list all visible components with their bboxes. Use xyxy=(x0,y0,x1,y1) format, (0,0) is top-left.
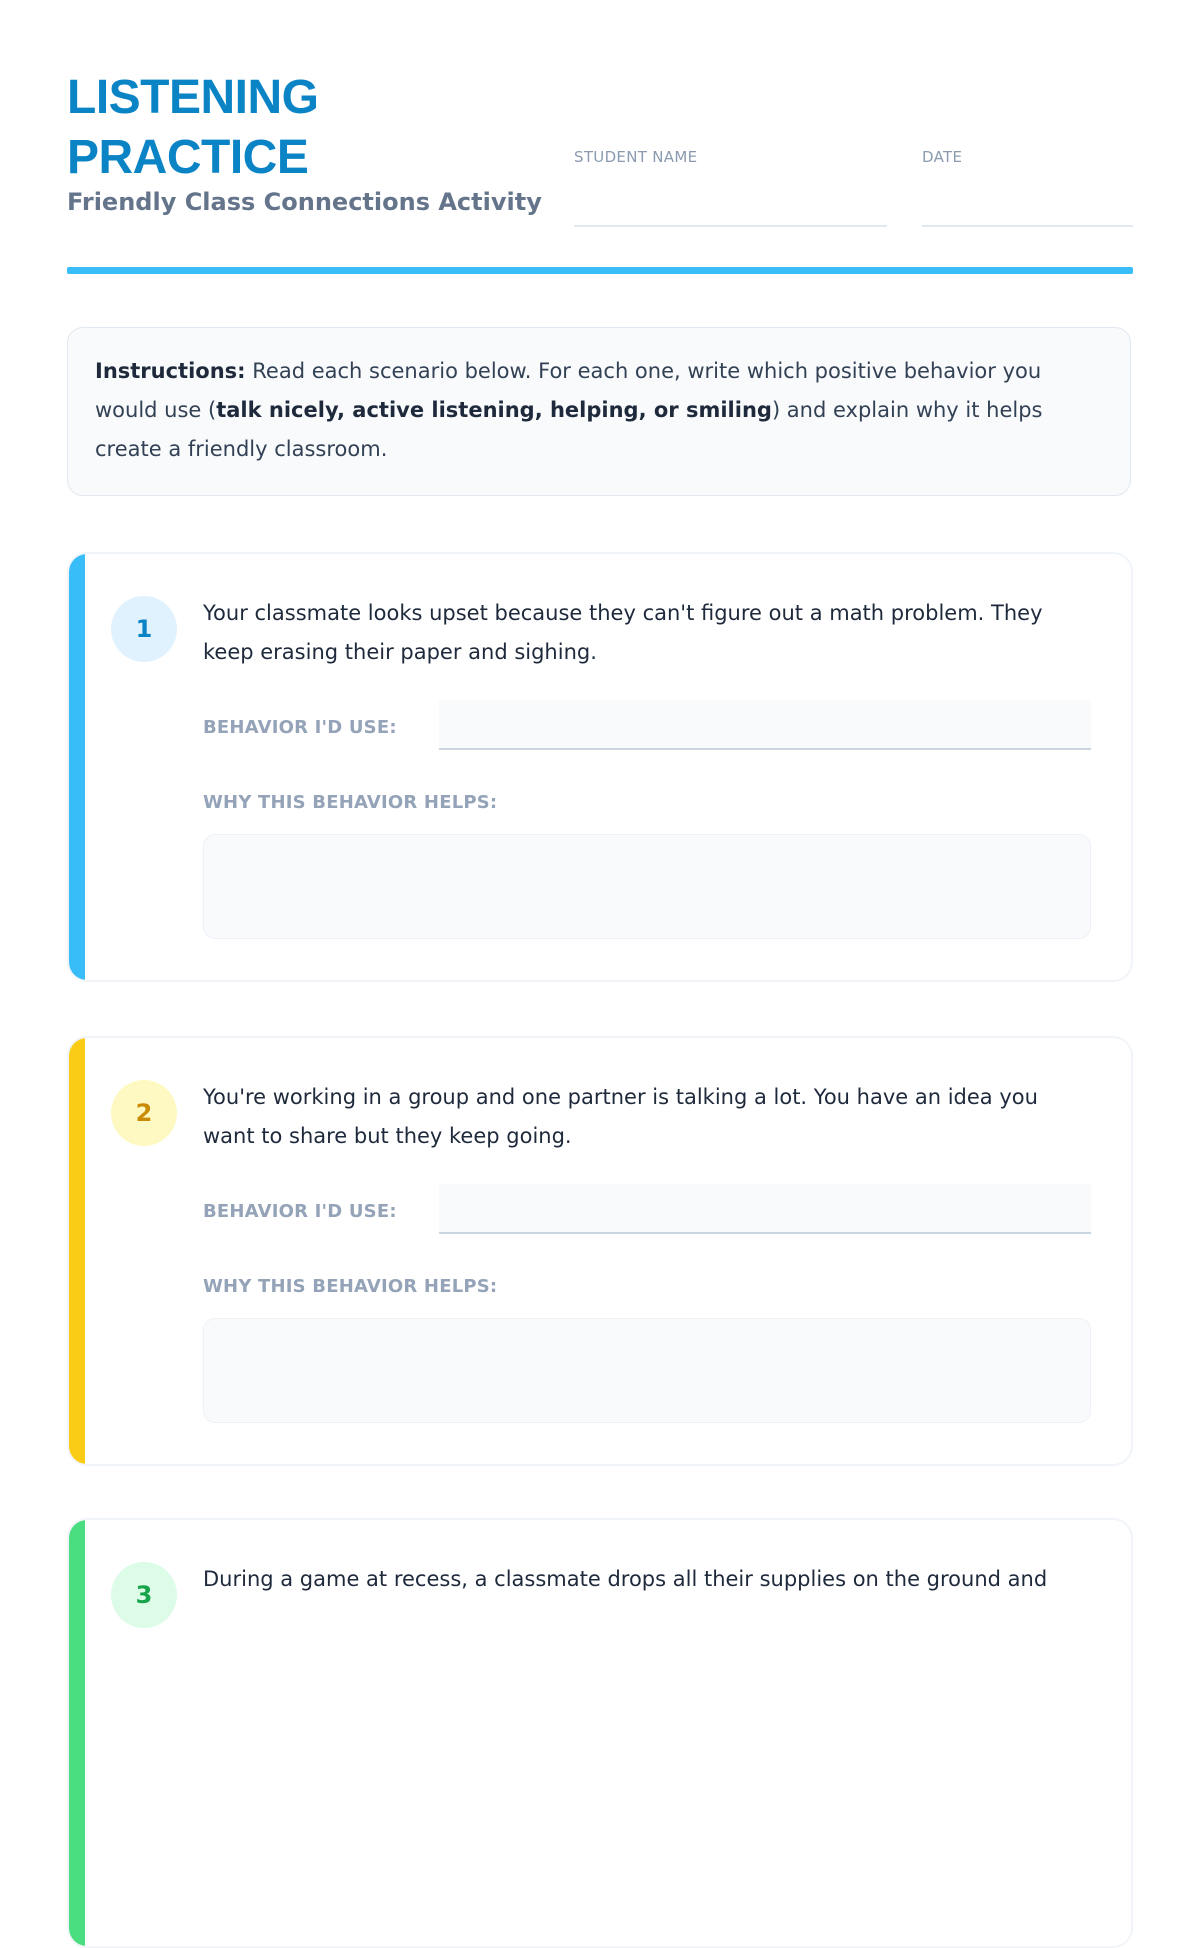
scenario-text: During a game at recess, a classmate drops all their supplies on the ground and xyxy=(203,1567,1048,1591)
header-divider xyxy=(67,267,1133,274)
title-line-2: PRACTICE xyxy=(67,131,309,184)
scenario-number-badge: 3 xyxy=(111,1562,177,1628)
scenario-accent-bar xyxy=(69,554,85,980)
behavior-input[interactable] xyxy=(439,700,1091,750)
page-subtitle: Friendly Class Connections Activity xyxy=(67,188,542,216)
worksheet-header xyxy=(67,68,1133,228)
instructions-box xyxy=(67,327,1131,496)
scenario-text: Your classmate looks upset because they can't figure out a math problem. They keep erasing their paper and sighing. xyxy=(203,601,1043,664)
scenario-accent-bar xyxy=(69,1038,85,1464)
student-name-field[interactable] xyxy=(574,225,887,227)
why-label: WHY THIS BEHAVIOR HELPS: xyxy=(203,1276,498,1297)
why-answer-box[interactable] xyxy=(203,1318,1091,1423)
scenario-card xyxy=(67,1036,1133,1466)
why-answer-box[interactable] xyxy=(203,834,1091,939)
behavior-label: BEHAVIOR I'D USE: xyxy=(203,1201,397,1222)
scenario-number-badge: 2 xyxy=(111,1080,177,1146)
date-label: DATE xyxy=(922,148,963,166)
behavior-options: talk nicely, active listening, helping, or smiling xyxy=(216,398,772,422)
title-line-1: LISTENING xyxy=(67,71,319,124)
behavior-input[interactable] xyxy=(439,1184,1091,1234)
student-name-label: STUDENT NAME xyxy=(574,148,698,166)
why-label: WHY THIS BEHAVIOR HELPS: xyxy=(203,792,498,813)
instructions-text-2: ) and explain why it helps create a friendly classroom. xyxy=(95,398,1043,461)
instructions-lead: Instructions: xyxy=(95,359,246,383)
scenario-card xyxy=(67,552,1133,982)
behavior-label: BEHAVIOR I'D USE: xyxy=(203,717,397,738)
scenario-accent-bar xyxy=(69,1520,85,1946)
scenario-number-badge: 1 xyxy=(111,596,177,662)
date-field[interactable] xyxy=(922,225,1133,227)
page-title xyxy=(67,68,487,188)
scenario-text: You're working in a group and one partner is talking a lot. You have an idea you want to share but they keep going. xyxy=(203,1085,1038,1148)
instructions-text-1: Read each scenario below. For each one, write which positive behavior you would use ( xyxy=(95,359,1042,422)
scenario-card xyxy=(67,1518,1133,1948)
